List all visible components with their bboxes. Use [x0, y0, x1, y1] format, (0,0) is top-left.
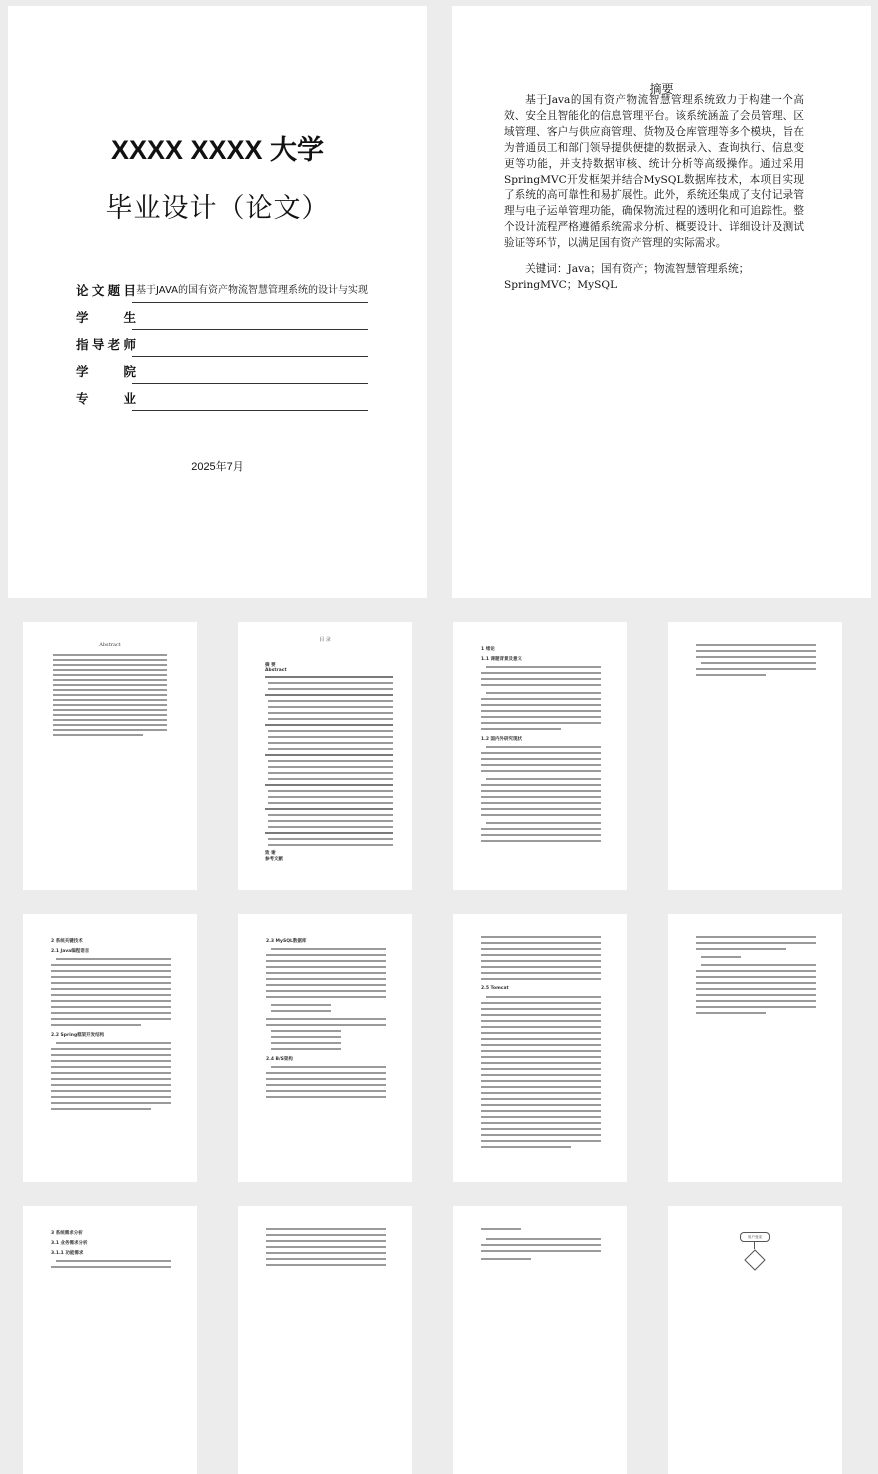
abstract-page	[452, 6, 871, 598]
field-underline	[132, 356, 368, 357]
university-name: XXXX XXXX 大学	[110, 135, 325, 165]
toc-entry: Abstract	[265, 668, 287, 673]
thumb-heading: 目 录	[319, 637, 331, 643]
flowchart-start-box: 用户登录	[740, 1232, 770, 1242]
thumb-page-chapter3[interactable]	[23, 1206, 197, 1474]
field-label: 指导老师	[76, 337, 136, 352]
flowchart-decision-diamond	[744, 1249, 766, 1271]
thumb-subheading: 2.2 Spring框架开发结构	[51, 1033, 105, 1038]
thumb-page-mysql[interactable]	[238, 914, 412, 1182]
thumb-page-chapter1[interactable]	[453, 622, 627, 890]
field-value: 基于JAVA的国有资产物流智慧管理系统的设计与实现	[136, 285, 369, 296]
toc-entry: 参考文献	[265, 857, 283, 862]
thumb-heading: 3 系统需求分析	[51, 1231, 83, 1236]
thumb-page-12[interactable]	[238, 1206, 412, 1474]
field-label: 学院	[76, 364, 136, 379]
abstract-heading: 摘要	[649, 82, 674, 96]
thumb-page-en-abstract[interactable]	[23, 622, 197, 890]
thumb-subheading: 2.3 MySQL数据库	[266, 939, 307, 944]
field-label: 学生	[76, 310, 136, 325]
field-label: 专业	[76, 391, 136, 406]
thumb-page-13[interactable]	[453, 1206, 627, 1474]
thesis-type-title: 毕业设计（论文）	[105, 193, 330, 224]
thumb-subheading: 1.1 课题背景及意义	[481, 657, 523, 662]
thumb-subheading: 3.1 业务需求分析	[51, 1241, 88, 1246]
thumb-heading: 1 绪论	[481, 647, 495, 652]
cover-date: 2025年7月	[191, 461, 244, 473]
thumb-page-tomcat[interactable]	[453, 914, 627, 1182]
thumb-subheading: 1.2 国内外研究现状	[481, 737, 523, 742]
thumb-subheading: 2.1 Java编程语言	[51, 949, 90, 954]
field-underline	[132, 410, 368, 411]
field-underline	[132, 329, 368, 330]
toc-entry: 致 谢	[265, 851, 276, 856]
thumb-page-ch2-cont[interactable]	[668, 914, 842, 1182]
thumb-heading: 2 系统关键技术	[51, 939, 83, 944]
toc-entry: 摘 要	[265, 663, 276, 668]
thumb-subheading: 3.1.1 功能需求	[51, 1251, 84, 1256]
field-label: 论文题目	[76, 283, 136, 298]
abstract-keywords: 关键词：Java；国有资产；物流智慧管理系统；SpringMVC；MySQL	[504, 263, 750, 291]
cover-page	[8, 6, 427, 598]
thumb-page-chapter2[interactable]	[23, 914, 197, 1182]
thumb-page-chapter1-cont[interactable]	[668, 622, 842, 890]
thumb-page-toc[interactable]	[238, 622, 412, 890]
field-underline	[132, 383, 368, 384]
field-underline	[132, 302, 368, 303]
thumb-subheading: 2.5 Tomcat	[481, 986, 509, 991]
thumb-subheading: 2.4 B/S架构	[266, 1057, 293, 1062]
abstract-body: 基于Java的国有资产物流智慧管理系统致力于构建一个高效、安全且智能化的信息管理平台。该系统涵盖了会员管理、区域管理、客户与供应商管理、货物及仓库管理等多个模块，旨在为普通员工和部门领导提供便捷的数据录入、查询执行、信息变更等功能，并支持数据审核、统计分析等高级操作。通过采用SpringMVC开发框架并结合MySQL数据库技术，本项目实现了系统的高可靠性和易扩展性。此外，系统还集成了支付记录管理与电子运单管理功能，确保物流过程的透明化和可追踪性。整个设计流程严格遵循系统需求分析、概要设计、详细设计及测试验证等环节，以满足国有资产管理的实际需求。	[504, 94, 804, 250]
thumb-heading: Abstract	[99, 642, 121, 648]
thumb-page-flowchart[interactable]	[668, 1206, 842, 1474]
